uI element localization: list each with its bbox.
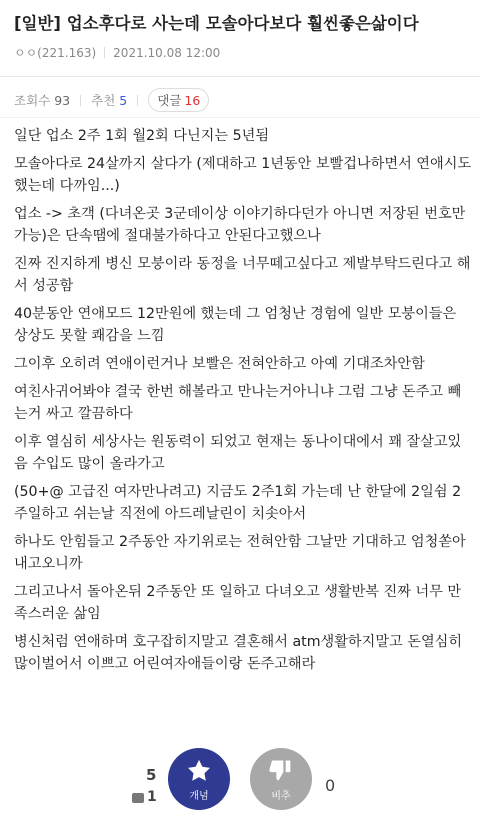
- body-line: (50+@ 고급진 여자만나려고) 지금도 2주1회 가는데 난 한달에 2일쉼 2주일하고 쉬는날 직전에 아드레날린이 치솟아서: [14, 484, 462, 522]
- mini-comment: [132, 789, 157, 805]
- upvote-button[interactable]: [168, 748, 230, 810]
- post-date: 2021.10.08 12:00: [113, 45, 221, 60]
- recommend-label: 추천: [91, 93, 116, 108]
- downvote-button[interactable]: [250, 748, 312, 810]
- body-line: 하나도 안힘들고 2주동안 자기위로는 전혀안함 그날만 기대하고 엄청쏟아내고오니까: [14, 534, 466, 572]
- body-line: 그이후 오히려 연애이런거나 보빨은 전혀안하고 아예 기대조차안함: [14, 356, 425, 372]
- body-line: 40분동안 연애모드 12만원에 했는데 그 엄청난 경험에 일반 모붕이들은 상상도 못할 쾌감을 느낌: [14, 306, 457, 344]
- body-line: 이후 열심히 세상사는 원동력이 되었고 현재는 동나이대에서 꽤 잘살고있음 수입도 많이 올라가고: [14, 434, 462, 472]
- comments-label: 댓글: [157, 93, 182, 108]
- views-label: 조회수: [14, 93, 51, 108]
- thumbs-down-icon: [267, 757, 295, 785]
- body-line: 업소 -> 초객 (다녀온곳 3군데이상 이야기하다던가 아니면 저장된 번호만가능)은 단속땜에 절대불가하다고 안된다고했으나: [14, 206, 466, 244]
- divider: [0, 117, 480, 118]
- body-line: 모솔아다로 24살까지 살다가 (제대하고 1년동안 보빨겁나하면서 연애시도했는데 다까임...): [14, 156, 472, 194]
- body-line: 그리고나서 돌아온뒤 2주동안 또 일하고 다녀오고 생활반복 진짜 너무 만족스러운 삶임: [14, 584, 462, 622]
- post-title: [일반] 업소후다로 사는데 모솔아다보다 훨씬좋은삶이다: [14, 14, 419, 33]
- recommend-count: 5: [119, 92, 128, 108]
- divider: [104, 47, 105, 58]
- views-count: 93: [54, 92, 71, 108]
- body-line: 병신처럼 연애하며 호구잡히지말고 결혼해서 atm생활하지말고 돈열심히 많이벌어서 이쁘고 어린여자애들이랑 돈주고해라: [14, 634, 463, 672]
- star-icon: [185, 757, 213, 785]
- post-body: [14, 120, 474, 675]
- post-stats: [14, 88, 209, 112]
- divider: [0, 76, 480, 77]
- post-meta: [14, 44, 220, 61]
- downvote-label: 비추: [271, 790, 291, 802]
- body-line: 진짜 진지하게 병신 모붕이라 동정을 너무떼고싶다고 제발부탁드린다고 해서 성공함: [14, 256, 471, 294]
- divider: [137, 95, 138, 106]
- comment-icon: [132, 793, 144, 803]
- comments-button[interactable]: [148, 88, 209, 112]
- up-count: 5: [146, 766, 157, 784]
- mini-comment-count: 1: [147, 789, 157, 805]
- body-line: 여친사귀어봐야 결국 한번 해볼라고 만나는거아니냐 그럼 그냥 돈주고 빼는거 싸고 깔끔하다: [14, 384, 462, 422]
- comments-count: 16: [184, 93, 201, 108]
- author[interactable]: ㅇㅇ(221.163): [14, 46, 97, 60]
- upvote-label: 개념: [189, 790, 209, 802]
- body-line: 일단 업소 2주 1회 월2회 다닌지는 5년됨: [14, 128, 270, 144]
- down-count: 0: [325, 776, 336, 795]
- divider: [80, 95, 81, 106]
